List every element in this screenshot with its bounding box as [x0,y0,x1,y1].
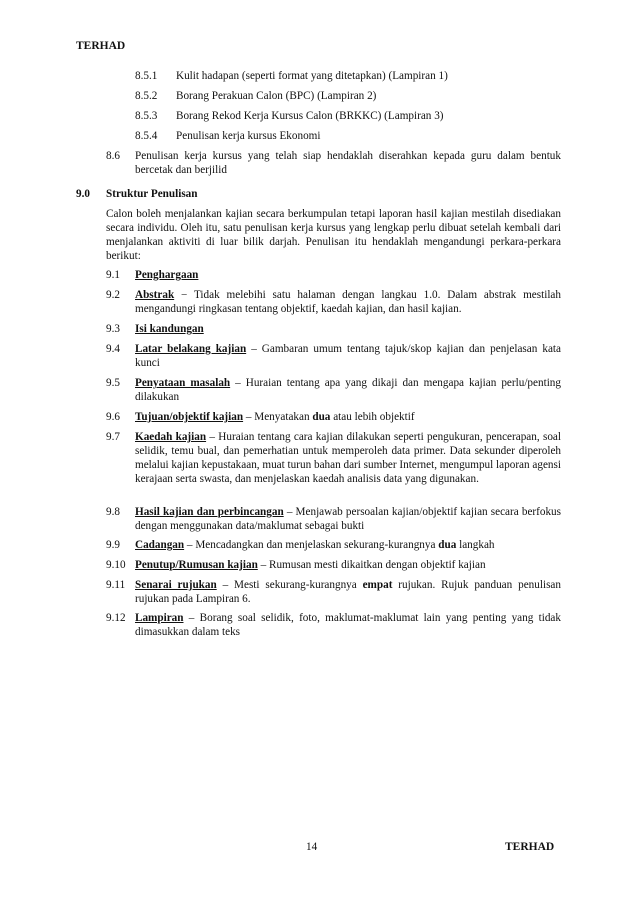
item-number: 9.1 [106,269,120,281]
item-number: 9.9 [106,539,120,551]
section-number: 9.0 [76,188,90,200]
structure-item [135,538,561,552]
item-description: – Menyatakan [243,411,313,423]
item-description: – Rumusan mesti dikaitkan dengan objektif kajian [257,559,486,571]
list-item-text: Borang Rekod Kerja Kursus Calon (BRKKC) (Lampiran 3) [176,110,444,122]
item-emphasis: dua [312,411,331,423]
item-number: 9.6 [106,411,120,423]
item-text: Penulisan kerja kursus yang telah siap hendaklah diserahkan kepada guru dalam bentuk bercetak dan berjilid [135,150,561,176]
structure-item [135,288,561,316]
item-title: Penutup/Rumusan kajian [135,559,258,571]
structure-item [135,430,561,486]
header-classification: TERHAD [76,40,126,52]
section-title: Struktur Penulisan [106,188,198,200]
item-description: – Mencadangkan dan menjelaskan sekurang-kurangnya [184,539,439,551]
item-title: Isi kandungan [135,323,204,335]
item-number: 9.10 [106,559,126,571]
item-number: 8.6 [106,150,120,162]
item-number: 9.2 [106,289,120,301]
list-item-number: 8.5.2 [135,90,158,102]
item-number: 9.8 [106,506,120,518]
structure-item [135,558,561,572]
list-item-text: Kulit hadapan (seperti format yang ditetapkan) (Lampiran 1) [176,70,448,82]
item-emphasis: empat [362,579,393,591]
structure-item [135,376,561,404]
structure-item [135,410,561,424]
list-item-number: 8.5.1 [135,70,158,82]
item-description: – Gambaran umum tentang tajuk/skop kajian dan penjelasan kata kunci [135,343,562,369]
item-title: Penghargaan [135,269,199,281]
item-number: 9.4 [106,343,120,355]
item-title: Kaedah kajian [135,431,207,443]
item-number: 9.7 [106,431,120,443]
item-description: – Huraian tentang apa yang dikaji dan mengapa kajian perlu/penting dilakukan [135,377,561,403]
item-title: Abstrak [135,289,175,301]
item-title: Cadangan [135,539,185,551]
item-number: 9.11 [106,579,126,591]
item-number: 9.3 [106,323,120,335]
structure-item [135,505,561,533]
item-description: – Menjawab persoalan kajian/objektif kajian secara berfokus dengan menggunakan data/maklumat sebagai bukti [135,506,562,532]
structure-item [135,342,561,370]
structure-item [135,322,561,336]
item-number: 9.5 [106,377,120,389]
item-description: – Borang soal selidik, foto, maklumat-maklumat lain yang penting yang tidak dimasukkan dalam teks [135,612,561,638]
list-item-number: 8.5.3 [135,110,158,122]
item-description: – Mesti sekurang-kurangnya [216,579,363,591]
item-description: − Tidak melebihi satu halaman dengan langkau 1.0. Dalam abstrak mestilah mengandungi ringkasan tentang objektif, kaedah kajian, dan hasil kajian. [135,289,561,315]
structure-item [135,611,561,639]
page-number: 14 [306,841,318,853]
item-description: atau lebih objektif [330,411,415,423]
list-item-text: Penulisan kerja kursus Ekonomi [176,130,321,142]
item-title: Penyataan masalah [135,377,231,389]
item-title: Lampiran [135,612,184,624]
structure-item [135,578,561,606]
item-title: Senarai rujukan [135,579,217,591]
structure-item [135,268,561,282]
item-description: langkah [456,539,495,551]
item-description: – Huraian tentang cara kajian dilakukan seperti pengukuran, pencerapan, soal selidik, temu bual, dan pemerhatian untuk memperoleh data primer. Data sekunder diperoleh melalui kajian kepustakaan, muat turun bahan dari sumber Internet, mengumpul laporan agensi kerajaan serta swasta, dan menjelaskan kaedah analisis data yang digunakan. [135,431,561,485]
section-intro-paragraph: Calon boleh menjalankan kajian secara berkumpulan tetapi laporan hasil kajian mestilah disediakan secara individu. Oleh itu, satu penulisan kerja kursus yang lengkap perlu dibuat setelah kembali dari menjalankan aktiviti di luar bilik darjah. Penulisan itu hendaklah mengandungi perkara-perkara berikut: [106,208,561,262]
item-description: rujukan. Rujuk panduan penulisan rujukan pada Lampiran 6. [135,579,561,605]
footer-classification: TERHAD [505,841,555,853]
list-item-text: Borang Perakuan Calon (BPC) (Lampiran 2) [176,90,377,102]
list-item-number: 8.5.4 [135,130,158,142]
item-emphasis: dua [438,539,457,551]
item-title: Latar belakang kajian [135,343,247,355]
item-title: Hasil kajian dan perbincangan [135,506,284,518]
item-number: 9.12 [106,612,126,624]
item-title: Tujuan/objektif kajian [135,411,244,423]
